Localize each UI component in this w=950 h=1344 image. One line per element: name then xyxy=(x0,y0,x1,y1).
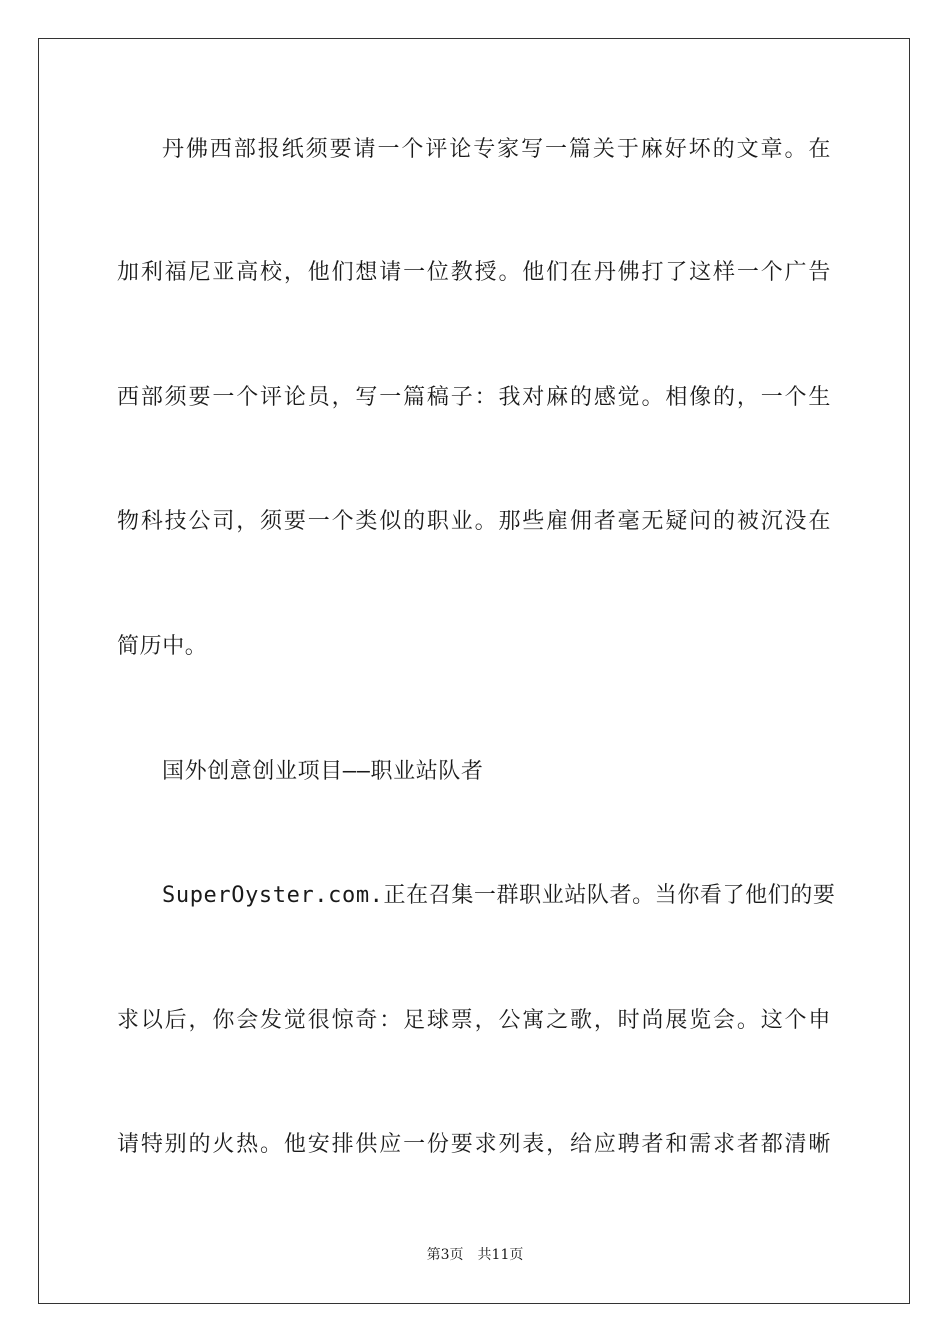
paragraph-line-5: 简历中。 xyxy=(117,634,208,659)
page-number: 第3页 xyxy=(426,1247,464,1263)
paragraph-line-8: 请特别的火热。他安排供应一份要求列表，给应聘者和需求者都清晰 xyxy=(117,1132,831,1157)
section-heading: 国外创意创业项目——职业站队者 xyxy=(162,759,484,784)
paragraph-line-1: 丹佛西部报纸须要请一个评论专家写一篇关于麻好坏的文章。在 xyxy=(162,137,831,162)
paragraph-line-3: 西部须要一个评论员，写一篇稿子：我对麻的感觉。相像的，一个生 xyxy=(117,385,831,410)
paragraph-line-7: 求以后，你会发觉很惊奇：足球票，公寓之歌，时尚展览会。这个申 xyxy=(117,1008,831,1033)
page-footer xyxy=(0,1246,950,1264)
paragraph-line-4: 物科技公司，须要一个类似的职业。那些雇佣者毫无疑问的被沉没在 xyxy=(117,509,831,534)
paragraph-line-2: 加利福尼亚高校，他们想请一位教授。他们在丹佛打了这样一个广告 xyxy=(117,260,831,285)
paragraph-line-6: SuperOyster.com.正在召集一群职业站队者。当你看了他们的要 xyxy=(162,883,836,908)
page-border xyxy=(38,38,910,1304)
page-total: 共11页 xyxy=(477,1247,524,1263)
